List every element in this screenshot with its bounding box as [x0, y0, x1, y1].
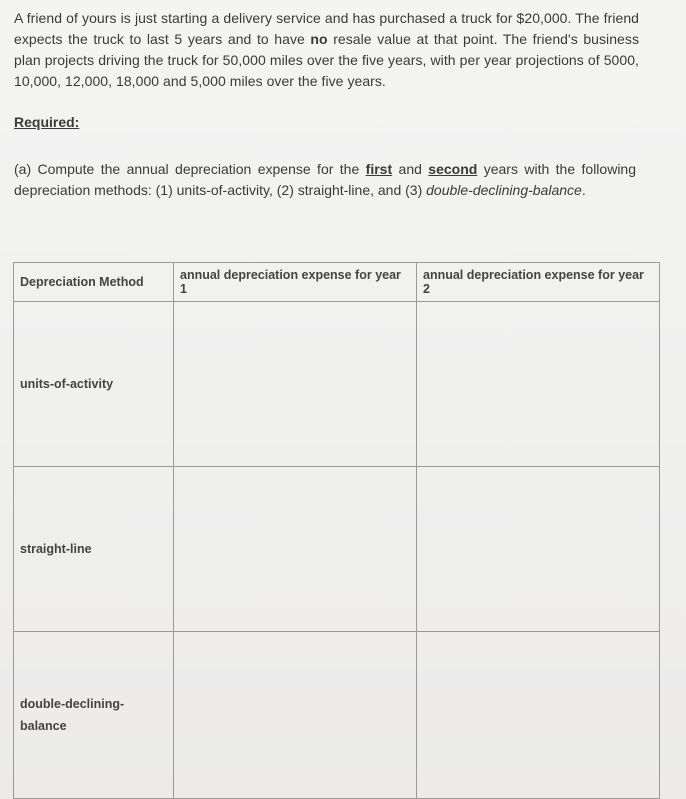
header-method: Depreciation Method	[14, 263, 174, 302]
table-row	[14, 632, 660, 799]
cell-uoa-year2[interactable]	[417, 302, 660, 467]
cell-sl-year2[interactable]	[417, 467, 660, 632]
question-ddb: double-declining-balance	[426, 182, 582, 198]
question-text-3: years with the following depreciation methods: (1) units-of-activity, (2) straight-line, and (3)	[14, 161, 636, 198]
method-double-declining-balance: double-declining-balance	[14, 632, 174, 799]
question-first: first	[365, 161, 393, 177]
table-header-row	[14, 263, 660, 302]
header-year2: annual depreciation expense for year 2	[417, 263, 660, 302]
question-text-1: (a) Compute the annual depreciation expense for the	[14, 161, 366, 177]
problem-text-1: A friend of yours is just starting a delivery service and has purchased a truck for $20,000. The friend expects the truck to last 5 years and to have	[14, 10, 639, 47]
question-text-2: and	[392, 161, 429, 177]
cell-ddb-year2[interactable]	[417, 632, 660, 799]
question-text-4: .	[581, 182, 586, 198]
header-year1: annual depreciation expense for year 1	[174, 263, 417, 302]
problem-text-2: resale value at that point. The friend's business plan projects driving the truck for 50,000 miles over the five years, with per year projections of 5000, 10,000, 12,000, 18,000 and 5,000 miles over the five years.	[14, 31, 639, 89]
table-row	[14, 302, 660, 467]
question-a	[14, 159, 636, 201]
required-heading: Required:	[14, 114, 80, 130]
problem-statement	[14, 8, 639, 92]
depreciation-table	[13, 262, 660, 799]
cell-ddb-year1[interactable]	[174, 632, 417, 799]
question-second: second	[428, 161, 478, 177]
problem-text-no: no	[310, 31, 328, 47]
cell-uoa-year1[interactable]	[174, 302, 417, 467]
table-row	[14, 467, 660, 632]
cell-sl-year1[interactable]	[174, 467, 417, 632]
method-units-of-activity: units-of-activity	[14, 302, 174, 467]
method-straight-line: straight-line	[14, 467, 174, 632]
